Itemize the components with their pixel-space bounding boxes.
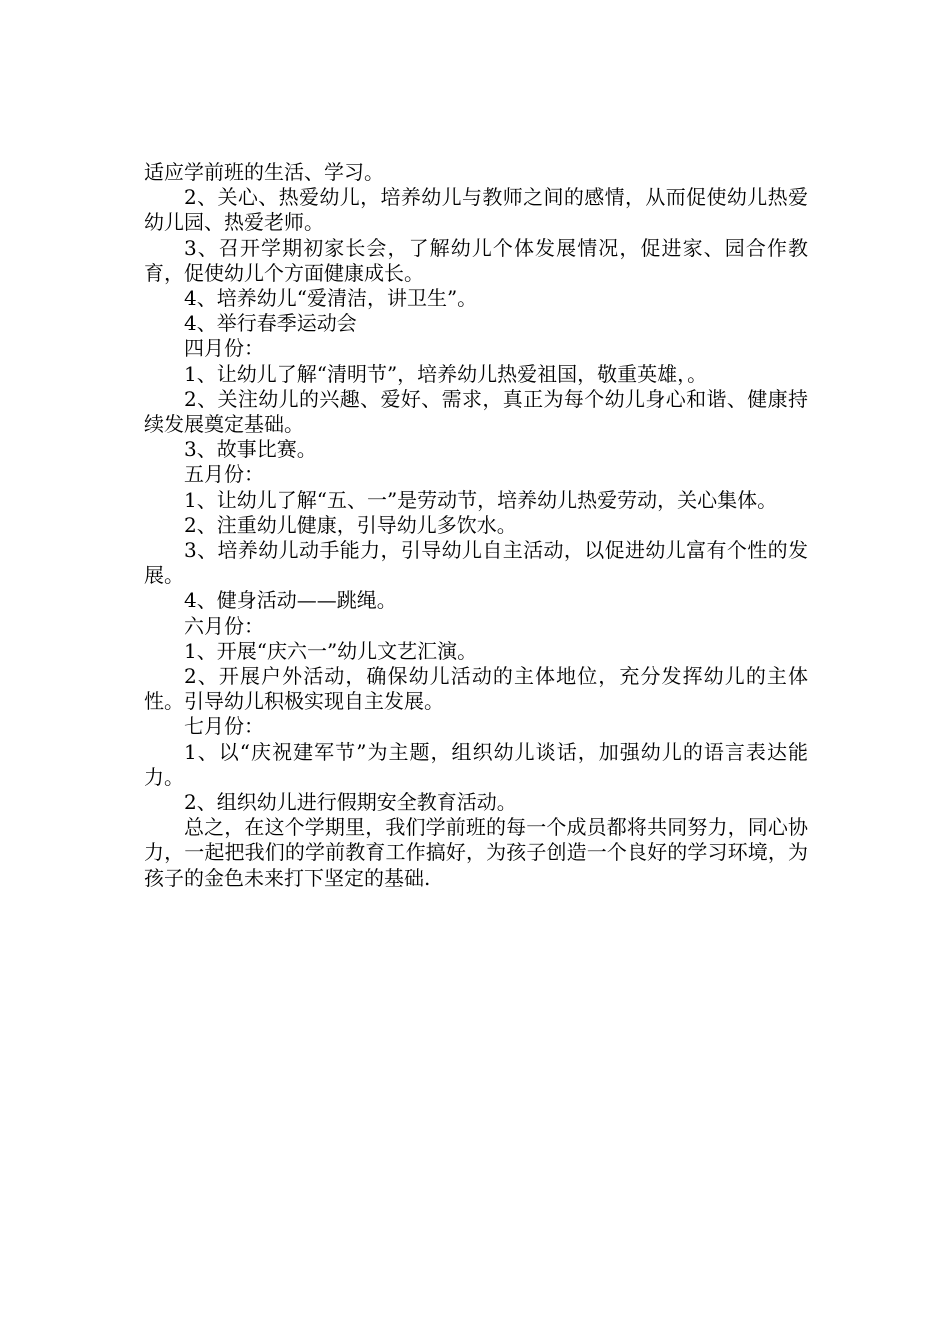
- month-heading-june: 六月份：: [184, 613, 264, 638]
- paragraph-3: 3、召开学期初家长会，了解幼儿个体发展情况，促进家、园合作教育，促使幼儿个方面健康成长。: [144, 235, 808, 285]
- paragraph-20: 2、组织幼儿进行假期安全教育活动。: [184, 790, 517, 815]
- month-heading-may: 五月份：: [184, 462, 264, 487]
- paragraph-12: 2、注重幼儿健康，引导幼儿多饮水。: [184, 512, 517, 537]
- paragraph-7: 1、让幼儿了解“清明节”，培养幼儿热爱祖国，敬重英雄，。: [184, 361, 708, 386]
- paragraph-17: 2、开展户外活动，确保幼儿活动的主体地位，充分发挥幼儿的主体性。引导幼儿积极实现自主发展。: [144, 664, 808, 714]
- paragraph-19: 1、以“庆祝建军节”为主题，组织幼儿谈话，加强幼儿的语言表达能力。: [144, 739, 808, 789]
- document-body: [144, 160, 808, 891]
- paragraph-8: 2、关注幼儿的兴趣、爱好、需求，真正为每个幼儿身心和谐、健康持续发展奠定基础。: [144, 386, 808, 437]
- paragraph-14: 4、健身活动——跳绳。: [184, 588, 397, 613]
- paragraph-13: 3、培养幼儿动手能力，引导幼儿自主活动，以促进幼儿富有个性的发展。: [144, 538, 808, 588]
- month-heading-july: 七月份：: [184, 714, 264, 739]
- paragraph-16: 1、开展“庆六一”幼儿文艺汇演。: [184, 638, 478, 663]
- paragraph-11: 1、让幼儿了解“五、一”是劳动节，培养幼儿热爱劳动，关心集体。: [184, 487, 778, 512]
- conclusion-paragraph: 总之，在这个学期里，我们学前班的每一个成员都将共同努力，同心协力，一起把我们的学前教育工作搞好，为孩子创造一个良好的学习环境，为孩子的金色未来打下坚定的基础.: [144, 815, 808, 890]
- paragraph-9: 3、故事比赛。: [184, 437, 317, 462]
- paragraph-2: 2、关心、热爱幼儿，培养幼儿与教师之间的感情，从而促使幼儿热爱幼儿园、热爱老师。: [144, 185, 808, 235]
- paragraph-1: 适应学前班的生活、学习。: [144, 160, 384, 184]
- month-heading-april: 四月份：: [184, 336, 264, 361]
- paragraph-4: 4、培养幼儿“爱清洁，讲卫生”。: [184, 286, 478, 311]
- paragraph-5: 4、举行春季运动会: [184, 311, 357, 336]
